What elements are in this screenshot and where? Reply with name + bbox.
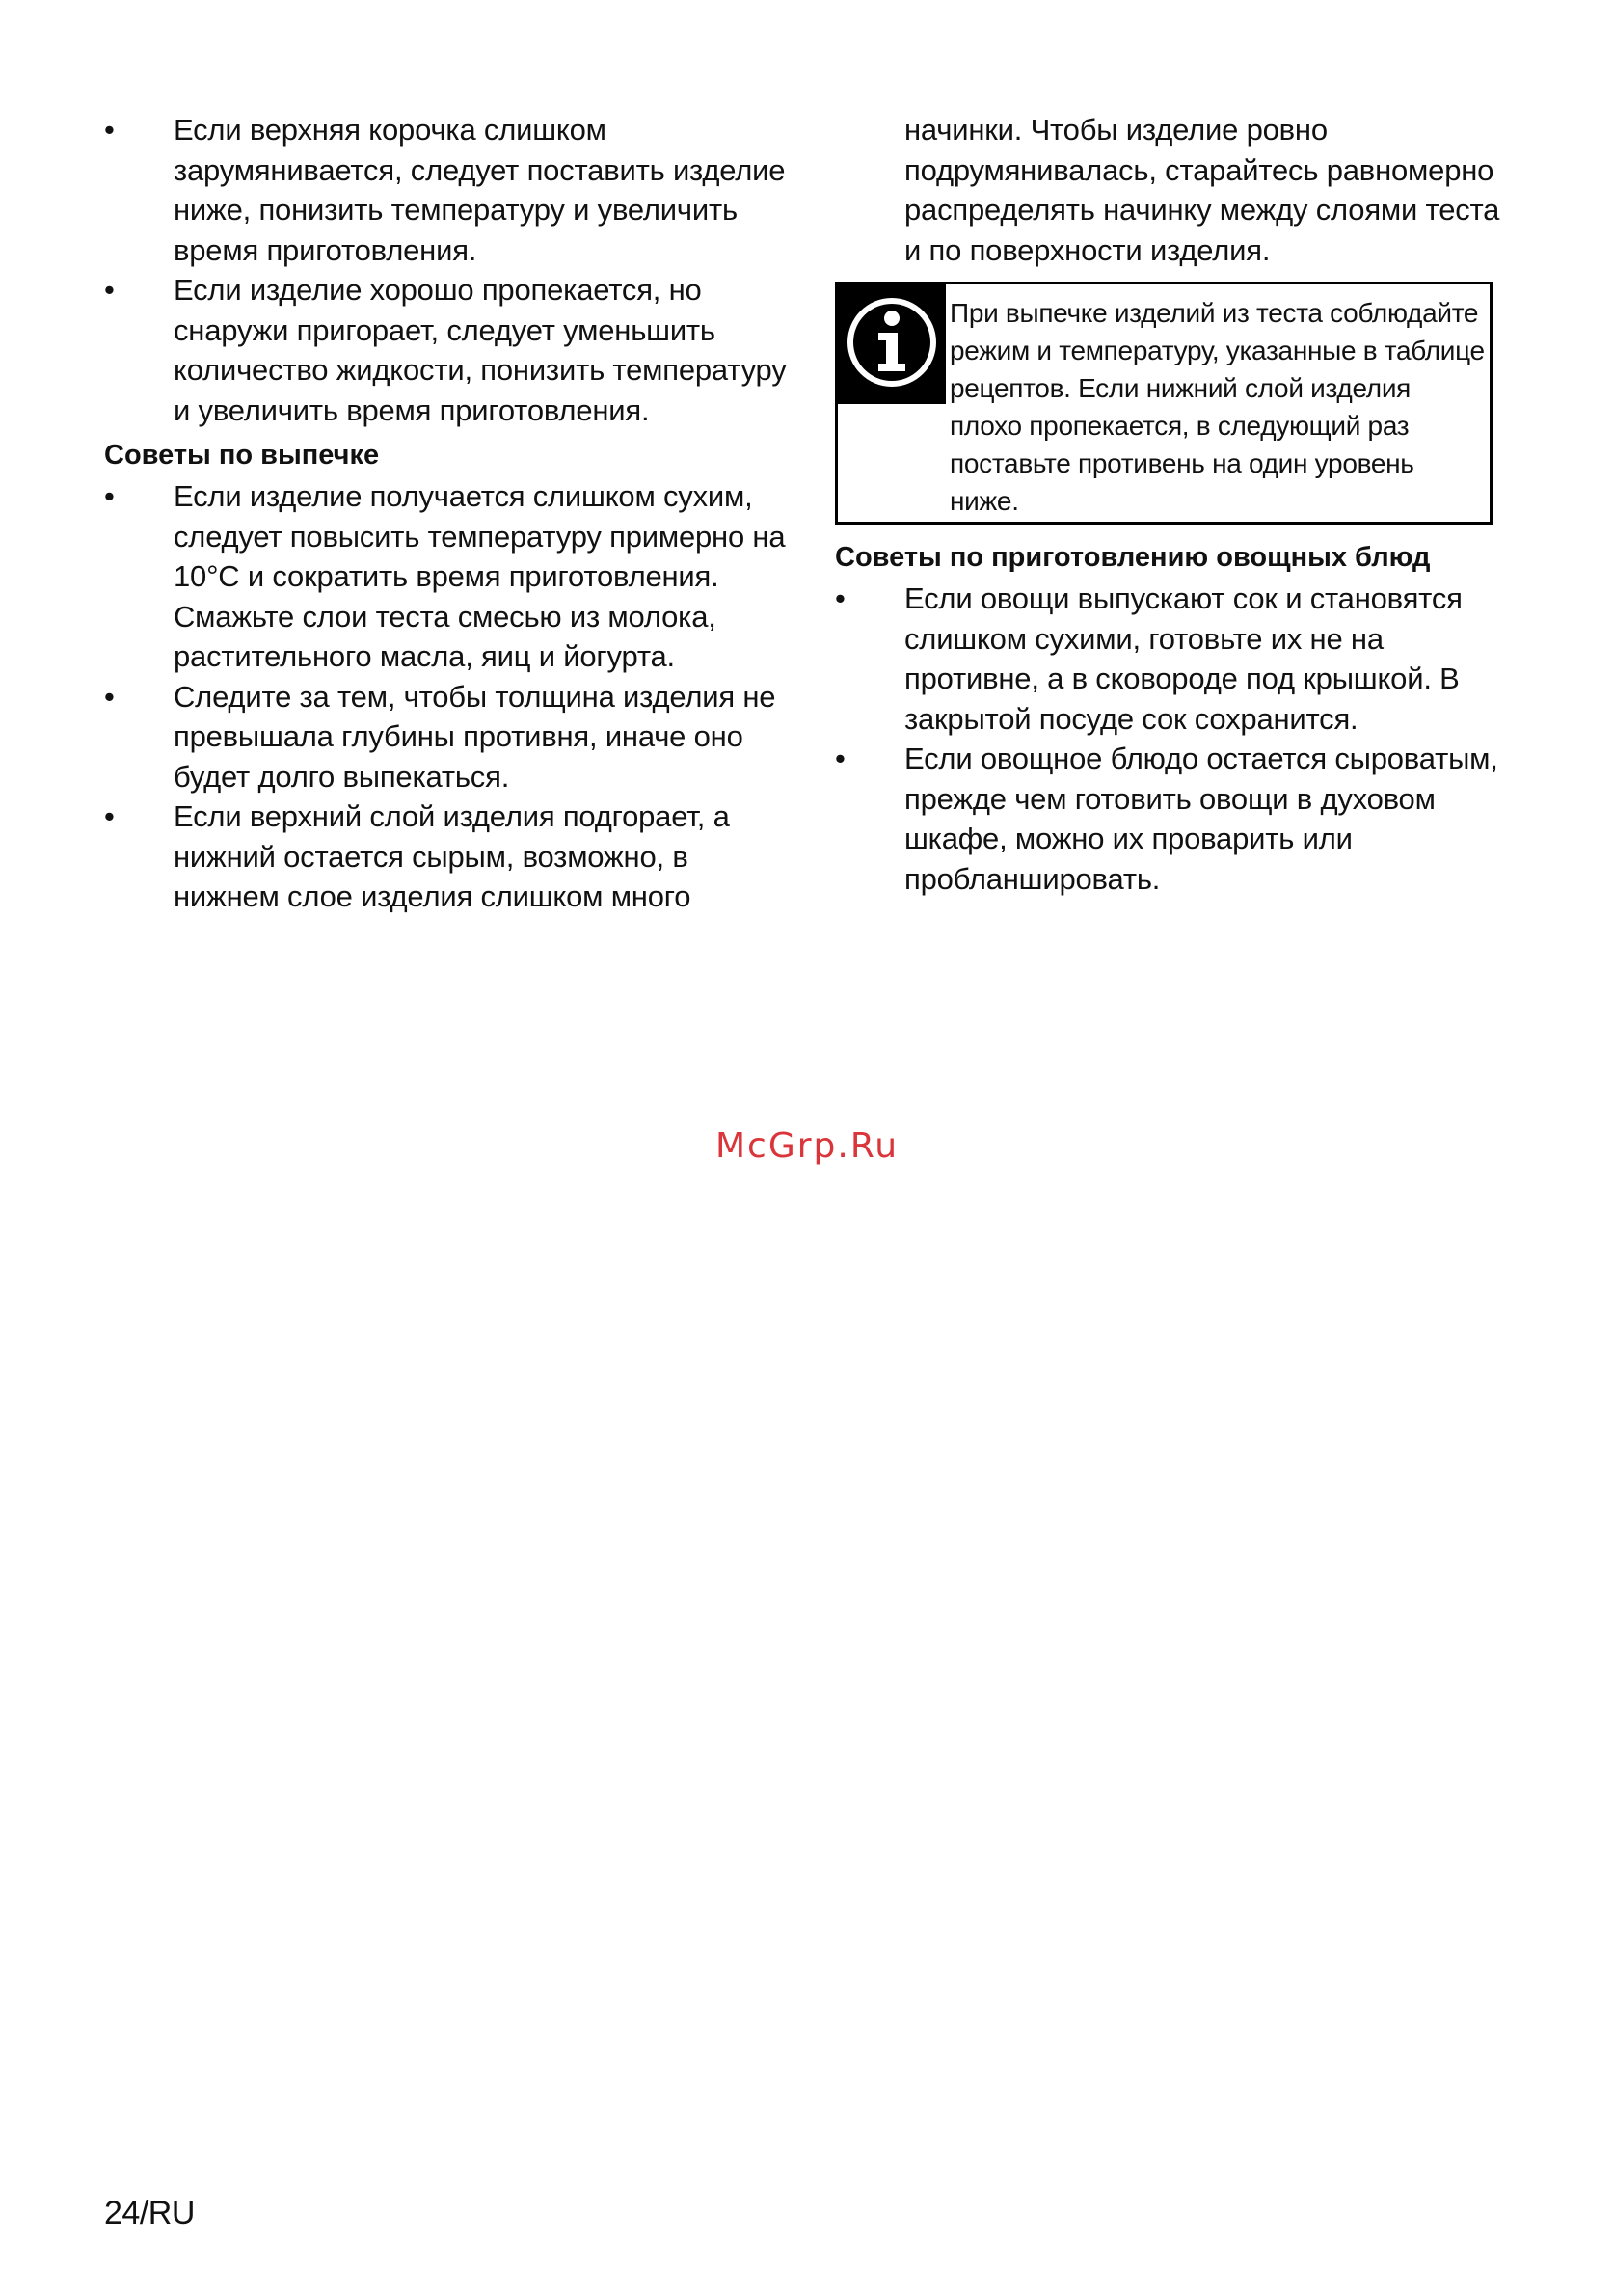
bullet-marker: •: [835, 581, 846, 615]
bullet-marker: •: [104, 799, 115, 833]
info-icon: [838, 284, 946, 404]
list-item-text: Если верхний слой изделия подгорает, а нижний остается сырым, возможно, в нижнем слое изделия слишком много: [174, 799, 730, 913]
info-icon-graphic: [838, 284, 946, 404]
list-item-text: Следите за тем, чтобы толщина изделия не превышала глубины противня, иначе оно будет долго выпекаться.: [174, 679, 776, 794]
list-item: [104, 476, 798, 677]
info-box-text: При выпечке изделий из теста соблюдайте режим и температуру, указанные в таблице рецептов. Если нижний слой изделия плохо пропекается, в следующий раз поставьте противень на один уровень ниже.: [950, 298, 1485, 516]
tips-list-top: [104, 110, 798, 430]
continuation-paragraph: начинки. Чтобы изделие ровно подрумянивалась, старайтесь равномерно распределять начинку между слоями теста и по поверхности изделия.: [904, 113, 1500, 267]
baking-tips-list: [104, 476, 798, 917]
list-item: [104, 677, 798, 797]
bullet-marker: •: [104, 113, 115, 147]
list-item-text: Если изделие хорошо пропекается, но снаружи пригорает, следует уменьшить количество жидкости, понизить температуру и увеличить время приготовления.: [174, 273, 787, 427]
section-heading-baking: Советы по выпечке: [104, 440, 380, 471]
list-item: [835, 579, 1510, 739]
section-heading-vegetables: Советы по приготовлению овощных блюд: [835, 542, 1431, 573]
bullet-marker: •: [104, 479, 115, 513]
bullet-marker: •: [104, 679, 115, 714]
list-item: [104, 797, 798, 917]
list-item-text: Если изделие получается слишком сухим, следует повысить температуру примерно на 10°C и сократить время приготовления. Смажьте слои теста смесью из молока, растительного масла, яиц и йогурта.: [174, 479, 786, 673]
info-box: [835, 282, 1493, 525]
right-column: [835, 110, 1510, 899]
list-item-text: Если овощи выпускают сок и становятся слишком сухими, готовьте их не на противне, а в сковороде под крышкой. В закрытой посуде сок сохранится.: [904, 581, 1463, 736]
watermark: McGrp.Ru: [714, 1126, 900, 1166]
vegetable-tips-list: [835, 579, 1510, 899]
left-column: [104, 110, 798, 917]
bullet-marker: •: [835, 742, 846, 775]
list-item: [835, 739, 1510, 899]
bullet-marker: •: [104, 273, 115, 307]
page-number: 24/RU: [104, 2195, 195, 2231]
list-item: [104, 110, 798, 270]
list-item: [104, 270, 798, 430]
list-item-text: Если овощное блюдо остается сыроватым, прежде чем готовить овощи в духовом шкафе, можно их проварить или пробланшировать.: [904, 742, 1498, 896]
list-item-text: Если верхняя корочка слишком зарумянивается, следует поставить изделие ниже, понизить температуру и увеличить время приготовления.: [174, 113, 786, 267]
